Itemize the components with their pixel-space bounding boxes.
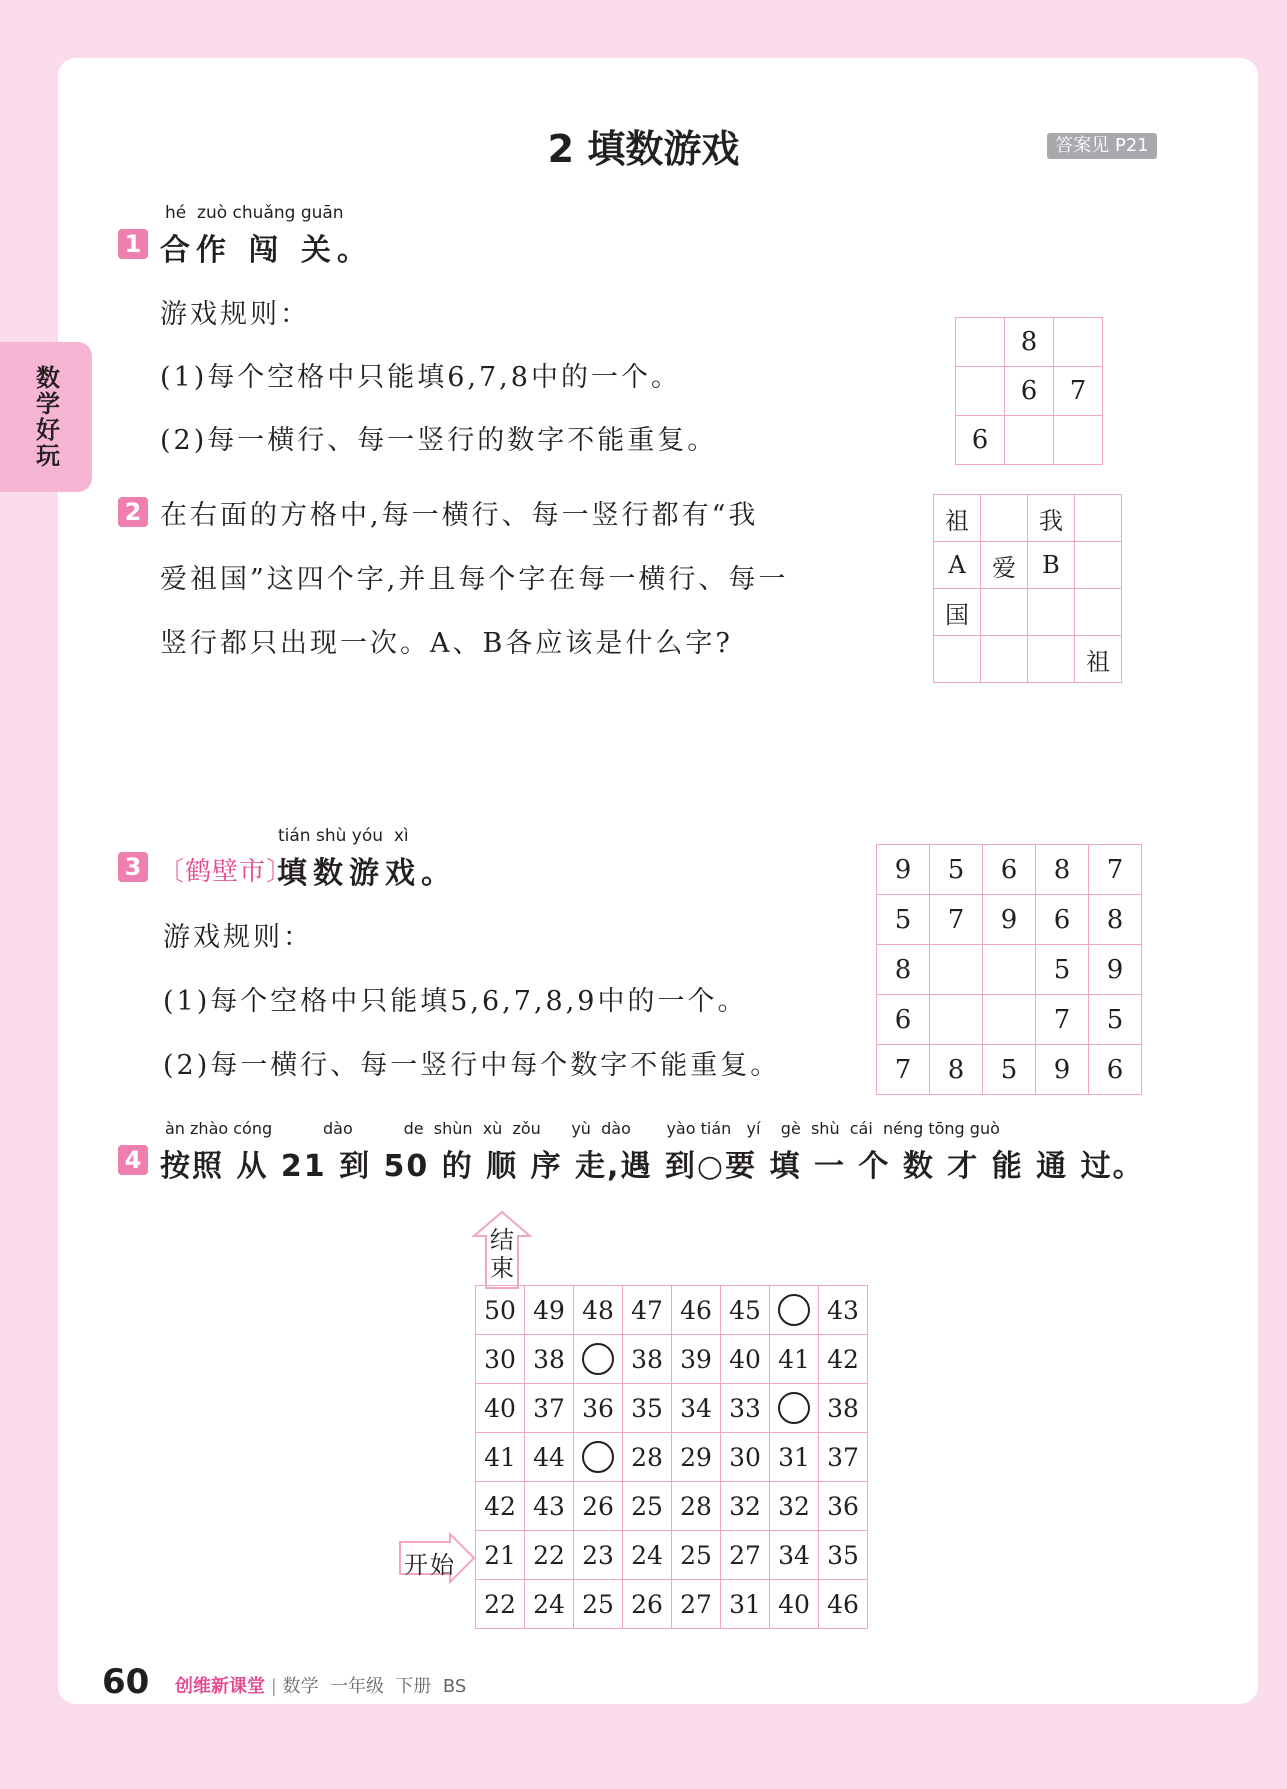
q1-heading: 合作 闯 关。 <box>160 233 373 268</box>
grid-cell: 34 <box>672 1384 721 1433</box>
grid-row <box>956 416 1103 465</box>
grid-cell: 35 <box>623 1384 672 1433</box>
empty-cell[interactable] <box>930 995 983 1045</box>
grid-cell: 我 <box>1028 495 1075 542</box>
grid-cell: 31 <box>721 1580 770 1629</box>
empty-cell[interactable] <box>930 945 983 995</box>
empty-cell[interactable] <box>956 367 1005 416</box>
grid-cell: 23 <box>574 1531 623 1580</box>
q3-heading: 填数游戏。 <box>277 856 457 891</box>
grid-cell: 43 <box>525 1482 574 1531</box>
q4-pinyin: àn zhào cóng dào de shùn xù zǒu yù dào yào tián yí gè shù cái néng tōng guò <box>165 1119 1000 1138</box>
grid-cell: 40 <box>476 1384 525 1433</box>
page-number: 60 <box>102 1662 150 1702</box>
grid-cell: 48 <box>574 1286 623 1335</box>
grid-cell: 41 <box>770 1335 819 1384</box>
grid-row <box>877 895 1142 945</box>
answer-reference: 答案见 P21 <box>1047 133 1157 159</box>
grid-cell: 6 <box>877 995 930 1045</box>
q3-pinyin: tián shù yóu xì <box>278 826 409 846</box>
grid-cell: 43 <box>819 1286 868 1335</box>
empty-cell[interactable] <box>983 995 1036 1045</box>
grid-cell: 8 <box>1089 895 1142 945</box>
grid-cell: 6 <box>1089 1045 1142 1095</box>
grid-cell: 31 <box>770 1433 819 1482</box>
grid-cell: 22 <box>476 1580 525 1629</box>
grid-row <box>956 367 1103 416</box>
grid-cell: 5 <box>1089 995 1142 1045</box>
grid-cell: 38 <box>819 1384 868 1433</box>
end-label: 结束 <box>490 1226 514 1282</box>
empty-cell[interactable] <box>1028 589 1075 636</box>
grid-cell: 8 <box>1005 318 1054 367</box>
q2-grid <box>933 494 1122 683</box>
grid-cell: 25 <box>574 1580 623 1629</box>
side-tab-label: 数学好玩 <box>31 365 60 469</box>
grid-cell: 7 <box>877 1045 930 1095</box>
blank-circle[interactable] <box>574 1433 623 1482</box>
grid-cell: 27 <box>721 1531 770 1580</box>
grid-row <box>877 995 1142 1045</box>
grid-cell: 9 <box>877 845 930 895</box>
grid-cell: 46 <box>819 1580 868 1629</box>
empty-cell[interactable] <box>981 636 1028 683</box>
q3-rule-1: (1)每个空格中只能填5,6,7,8,9中的一个。 <box>163 986 748 1017</box>
grid-cell: 6 <box>1036 895 1089 945</box>
empty-cell[interactable] <box>981 589 1028 636</box>
empty-cell[interactable] <box>981 495 1028 542</box>
q3-rules-title: 游戏规则： <box>163 922 313 953</box>
q4-maze-grid <box>475 1285 868 1629</box>
q1-pinyin: hé zuò chuǎng guān <box>165 203 344 223</box>
q1-rule-1: (1)每个空格中只能填6,7,8中的一个。 <box>160 362 681 393</box>
grid-cell: 37 <box>525 1384 574 1433</box>
grid-cell: 40 <box>721 1335 770 1384</box>
grid-cell: 38 <box>525 1335 574 1384</box>
grid-cell: 26 <box>574 1482 623 1531</box>
q1-number-badge: 1 <box>118 229 148 259</box>
grid-cell: 39 <box>672 1335 721 1384</box>
circle-icon <box>778 1294 810 1326</box>
grid-cell: 5 <box>877 895 930 945</box>
q4-heading: 按照 从 21 到 50 的 顺 序 走,遇 到○要 填 一 个 数 才 能 通 过。 <box>160 1149 1145 1184</box>
grid-cell: 28 <box>623 1433 672 1482</box>
grid-cell: 27 <box>672 1580 721 1629</box>
grid-cell: 25 <box>623 1482 672 1531</box>
grid-cell: 祖 <box>934 495 981 542</box>
q2-line-1: 在右面的方格中,每一横行、每一竖行都有“我 <box>160 500 759 531</box>
q3-city-tag: 〔鹤壁市〕 <box>158 857 294 887</box>
grid-row <box>476 1580 868 1629</box>
q3-rule-2: (2)每一横行、每一竖行中每个数字不能重复。 <box>163 1050 781 1081</box>
grid-row <box>934 495 1122 542</box>
page-title: 2 填数游戏 <box>547 127 740 171</box>
grid-cell: 7 <box>930 895 983 945</box>
footer-book-info: 数学 一年级 下册 BS <box>282 1676 467 1697</box>
grid-cell: 42 <box>819 1335 868 1384</box>
blank-circle[interactable] <box>770 1286 819 1335</box>
grid-cell: 37 <box>819 1433 868 1482</box>
grid-cell: 32 <box>721 1482 770 1531</box>
q3-grid <box>876 844 1142 1095</box>
empty-cell[interactable] <box>1075 542 1122 589</box>
grid-row <box>934 589 1122 636</box>
empty-cell[interactable] <box>934 636 981 683</box>
q4-number-badge: 4 <box>118 1145 148 1175</box>
grid-cell: 49 <box>525 1286 574 1335</box>
grid-cell: 35 <box>819 1531 868 1580</box>
grid-cell: 24 <box>525 1580 574 1629</box>
grid-cell: 32 <box>770 1482 819 1531</box>
q1-rules-title: 游戏规则： <box>160 299 310 330</box>
grid-cell: 45 <box>721 1286 770 1335</box>
grid-cell: 5 <box>1036 945 1089 995</box>
empty-cell[interactable] <box>956 318 1005 367</box>
q2-number-badge: 2 <box>118 497 148 527</box>
grid-row <box>877 845 1142 895</box>
grid-cell: 47 <box>623 1286 672 1335</box>
grid-cell: 7 <box>1089 845 1142 895</box>
grid-cell: 8 <box>877 945 930 995</box>
grid-cell: 9 <box>983 895 1036 945</box>
footer-info: 创维新课堂 | 数学 一年级 下册 BS <box>175 1676 467 1697</box>
q2-line-3: 竖行都只出现一次。A、B各应该是什么字? <box>160 628 733 659</box>
grid-cell: 46 <box>672 1286 721 1335</box>
empty-cell[interactable] <box>1054 318 1103 367</box>
grid-cell: 26 <box>623 1580 672 1629</box>
start-label: 开始 <box>404 1551 456 1579</box>
grid-cell: 44 <box>525 1433 574 1482</box>
q1-rule-2: (2)每一横行、每一竖行的数字不能重复。 <box>160 425 718 456</box>
grid-cell: 30 <box>476 1335 525 1384</box>
blank-circle[interactable] <box>770 1384 819 1433</box>
grid-row <box>476 1531 868 1580</box>
grid-cell: 5 <box>983 1045 1036 1095</box>
grid-row <box>956 318 1103 367</box>
grid-cell: 6 <box>1005 367 1054 416</box>
empty-cell[interactable] <box>1028 636 1075 683</box>
grid-row <box>934 636 1122 683</box>
grid-cell: 36 <box>819 1482 868 1531</box>
empty-cell[interactable] <box>1054 416 1103 465</box>
grid-cell: 爱 <box>981 542 1028 589</box>
empty-cell[interactable] <box>1075 589 1122 636</box>
grid-cell: 50 <box>476 1286 525 1335</box>
q2-line-2: 爱祖国”这四个字,并且每个字在每一横行、每一 <box>160 564 789 595</box>
grid-cell: 40 <box>770 1580 819 1629</box>
grid-row <box>877 945 1142 995</box>
grid-row <box>476 1286 868 1335</box>
grid-row <box>934 542 1122 589</box>
grid-cell: 8 <box>1036 845 1089 895</box>
grid-cell: 8 <box>930 1045 983 1095</box>
footer-brand: 创维新课堂 <box>175 1676 265 1697</box>
grid-cell: 30 <box>721 1433 770 1482</box>
grid-cell: 24 <box>623 1531 672 1580</box>
circle-icon <box>778 1392 810 1424</box>
empty-cell[interactable] <box>1075 495 1122 542</box>
grid-cell: 42 <box>476 1482 525 1531</box>
grid-row <box>476 1384 868 1433</box>
grid-cell: 21 <box>476 1531 525 1580</box>
circle-icon <box>582 1343 614 1375</box>
side-tab <box>0 342 92 492</box>
circle-icon <box>582 1441 614 1473</box>
grid-cell: 28 <box>672 1482 721 1531</box>
grid-cell: 6 <box>983 845 1036 895</box>
grid-cell: 25 <box>672 1531 721 1580</box>
grid-cell: 36 <box>574 1384 623 1433</box>
grid-cell: 7 <box>1036 995 1089 1045</box>
blank-circle[interactable] <box>574 1335 623 1384</box>
grid-cell: 9 <box>1089 945 1142 995</box>
grid-cell: 祖 <box>1075 636 1122 683</box>
empty-cell[interactable] <box>983 945 1036 995</box>
grid-cell: 5 <box>930 845 983 895</box>
grid-cell: 9 <box>1036 1045 1089 1095</box>
q3-number-badge: 3 <box>118 852 148 882</box>
grid-cell: 7 <box>1054 367 1103 416</box>
grid-row <box>476 1433 868 1482</box>
empty-cell[interactable] <box>1005 416 1054 465</box>
grid-cell: 29 <box>672 1433 721 1482</box>
q1-grid <box>955 317 1103 465</box>
grid-cell: 41 <box>476 1433 525 1482</box>
grid-cell: 6 <box>956 416 1005 465</box>
grid-cell: 34 <box>770 1531 819 1580</box>
grid-cell: 38 <box>623 1335 672 1384</box>
grid-row <box>476 1482 868 1531</box>
grid-row <box>476 1335 868 1384</box>
grid-cell: 22 <box>525 1531 574 1580</box>
grid-cell: 国 <box>934 589 981 636</box>
grid-cell: A <box>934 542 981 589</box>
grid-cell: 33 <box>721 1384 770 1433</box>
grid-row <box>877 1045 1142 1095</box>
grid-cell: B <box>1028 542 1075 589</box>
